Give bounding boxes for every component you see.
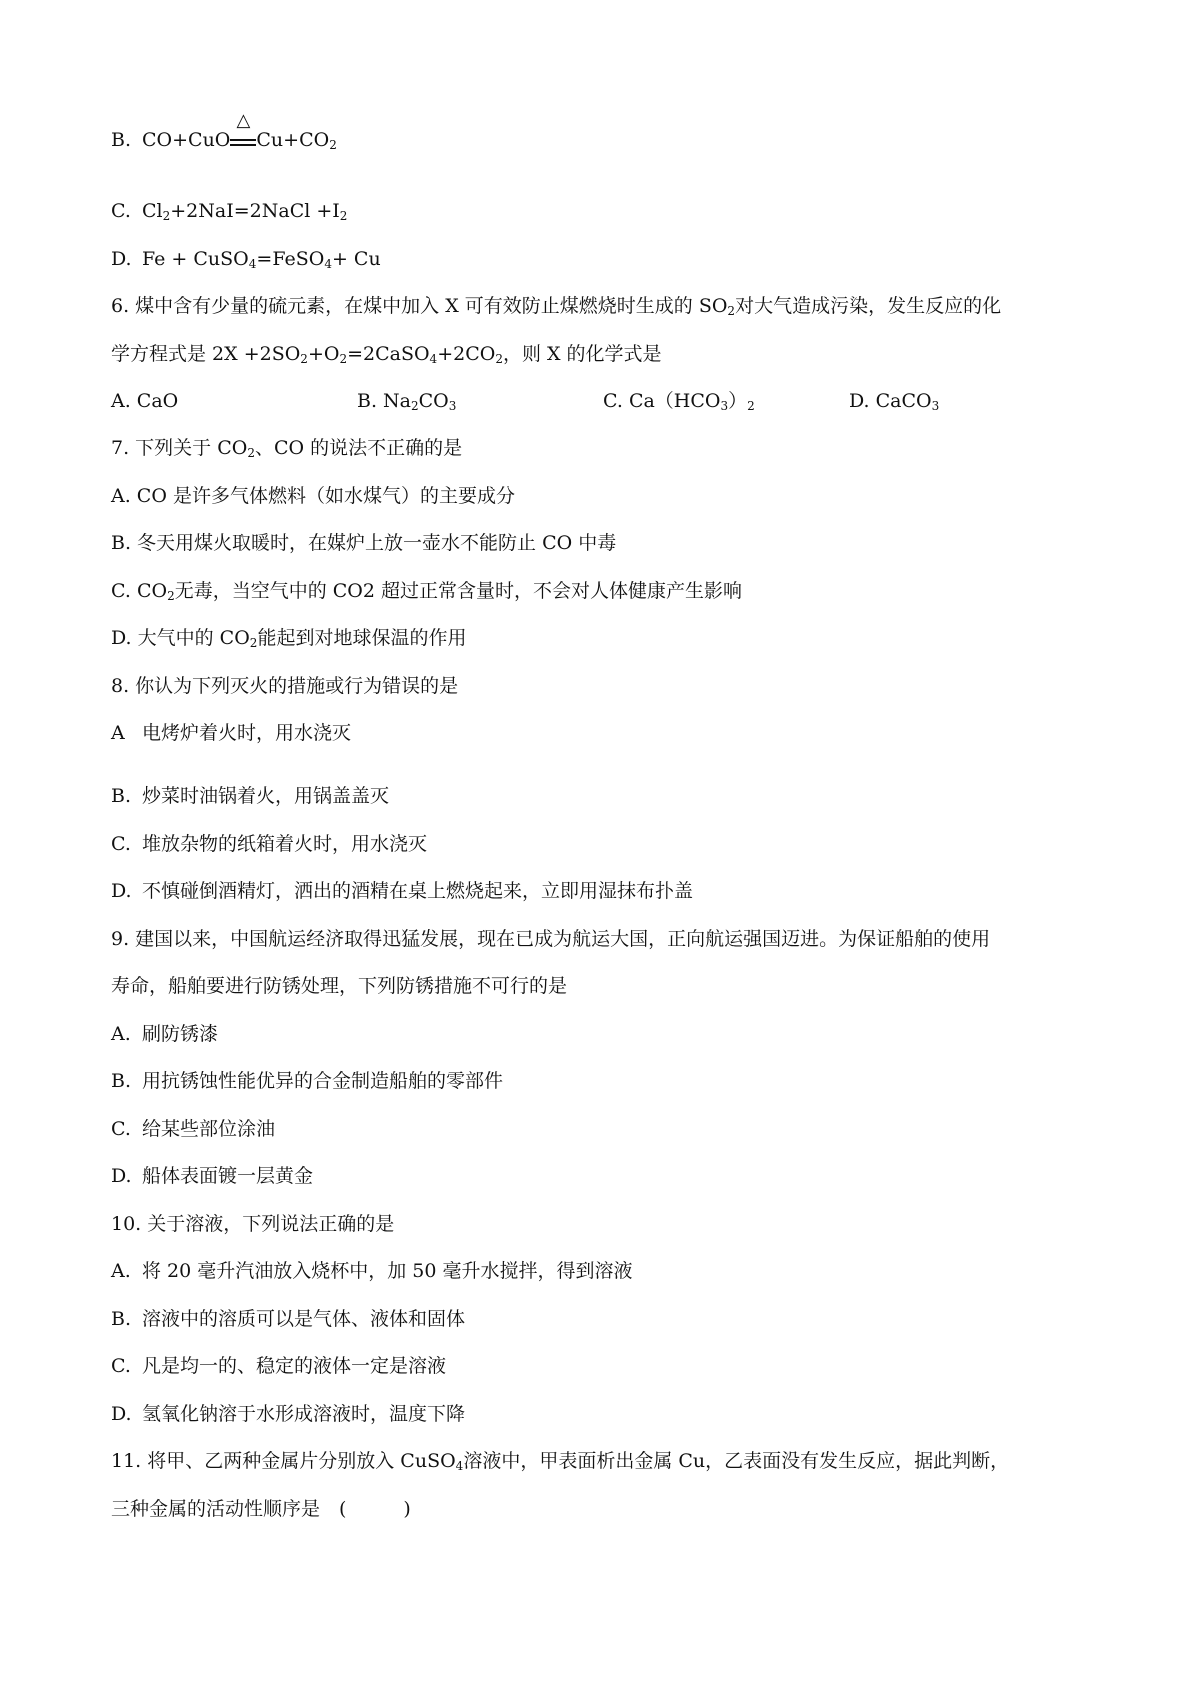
q9-option-b: B. 用抗锈蚀性能优异的合金制造船舶的零部件 (111, 1070, 504, 1092)
option-label: B. (111, 785, 132, 807)
option-label: B. (111, 129, 132, 151)
option-label: D. (111, 1165, 132, 1187)
q6-option-a: A. CaO (111, 390, 179, 412)
q10-option-c: C. 凡是均一的、稳定的液体一定是溶液 (111, 1355, 447, 1377)
q10-option-d: D. 氢氧化钠溶于水形成溶液时，温度下降 (111, 1403, 466, 1425)
q7-stem: 7. 下列关于 $CO_2$、CO 的说法不正确的是 (111, 437, 463, 460)
heating-equals-sign: △ (230, 135, 256, 146)
q8-option-b: B. 炒菜时油锅着火，用锅盖盖灭 (111, 785, 390, 807)
option-label: A. (111, 1023, 131, 1045)
q5-option-c: C. $Cl_2+2NaI=2NaCl +I_2$ (111, 200, 348, 223)
option-label: C. (111, 833, 131, 855)
q7-option-d: D. 大气中的 $CO_2$能起到对地球保温的作用 (111, 627, 467, 650)
option-label: D. (111, 1403, 132, 1425)
q8-option-d: D. 不慎碰倒酒精灯，洒出的酒精在桌上燃烧起来，立即用湿抹布扑盖 (111, 880, 694, 902)
q8-option-a: A 电烤炉着火时，用水浇灭 (111, 722, 352, 744)
q6-option-b: B. $Na_2CO_3$ (357, 390, 457, 413)
q11-stem-line2: 三种金属的活动性顺序是 ( ) (111, 1498, 411, 1520)
q9-stem-line2: 寿命，船舶要进行防锈处理，下列防锈措施不可行的是 (111, 975, 568, 997)
option-label: C. (111, 1355, 131, 1377)
option-label: D. (111, 248, 132, 270)
q7-option-b: B. 冬天用煤火取暖时，在媒炉上放一壶水不能防止 CO 中毒 (111, 532, 617, 554)
q10-option-a: A. 将 20 毫升汽油放入烧杯中，加 50 毫升水搅拌，得到溶液 (111, 1260, 633, 1282)
q11-stem-line1: 11. 将甲、乙两种金属片分别放入 CuSO$_4$溶液中，甲表面析出金属 Cu，乙表面没有发生反应，据此判断， (111, 1450, 1010, 1473)
q9-option-c: C. 给某些部位涂油 (111, 1118, 276, 1140)
q6-stem-line1: 6. 煤中含有少量的硫元素，在煤中加入 X 可有效防止煤燃烧时生成的 $SO_2$对大气造成污染，发生反应的化 (111, 295, 1002, 318)
option-label: A. (111, 1260, 131, 1282)
q9-option-a: A. 刷防锈漆 (111, 1023, 219, 1045)
q10-option-b: B. 溶液中的溶质可以是气体、液体和固体 (111, 1308, 466, 1330)
option-label: C. (111, 1118, 131, 1140)
q9-stem-line1: 9. 建国以来，中国航运经济取得迅猛发展，现在已成为航运大国，正向航运强国迈进。为保证船舶的使用 (111, 928, 991, 950)
q7-option-a: A. CO 是许多气体燃料（如水煤气）的主要成分 (111, 485, 515, 507)
q6-option-d: D. CaCO$_3$ (849, 390, 940, 413)
q6-options (111, 388, 1011, 414)
q10-stem: 10. 关于溶液，下列说法正确的是 (111, 1213, 395, 1235)
option-label: D. (111, 880, 132, 902)
q9-option-d: D. 船体表面镀一层黄金 (111, 1165, 314, 1187)
option-label: C. (111, 200, 131, 222)
option-label: B. (111, 1308, 132, 1330)
q5-option-b: B. CO+CuO △ $Cu+CO_2$ (111, 110, 337, 152)
q8-stem: 8. 你认为下列灭火的措施或行为错误的是 (111, 675, 459, 697)
q6-option-c: C. $Ca(HCO_3)_2$ (603, 390, 755, 413)
option-label: A (111, 722, 125, 744)
q6-stem-line2: 学方程式是 $2X +2SO_2+O_2=2CaSO_4+2CO_2$，则 X 的化学式是 (111, 343, 662, 366)
q5-option-d: D. Fe + CuSO$_4$=FeSO$_4$+ Cu (111, 248, 381, 271)
q7-option-c: C. $CO_2$无毒，当空气中的 CO2 超过正常含量时，不会对人体健康产生影响 (111, 580, 742, 603)
option-label: B. (111, 1070, 132, 1092)
q8-option-c: C. 堆放杂物的纸箱着火时，用水浇灭 (111, 833, 428, 855)
